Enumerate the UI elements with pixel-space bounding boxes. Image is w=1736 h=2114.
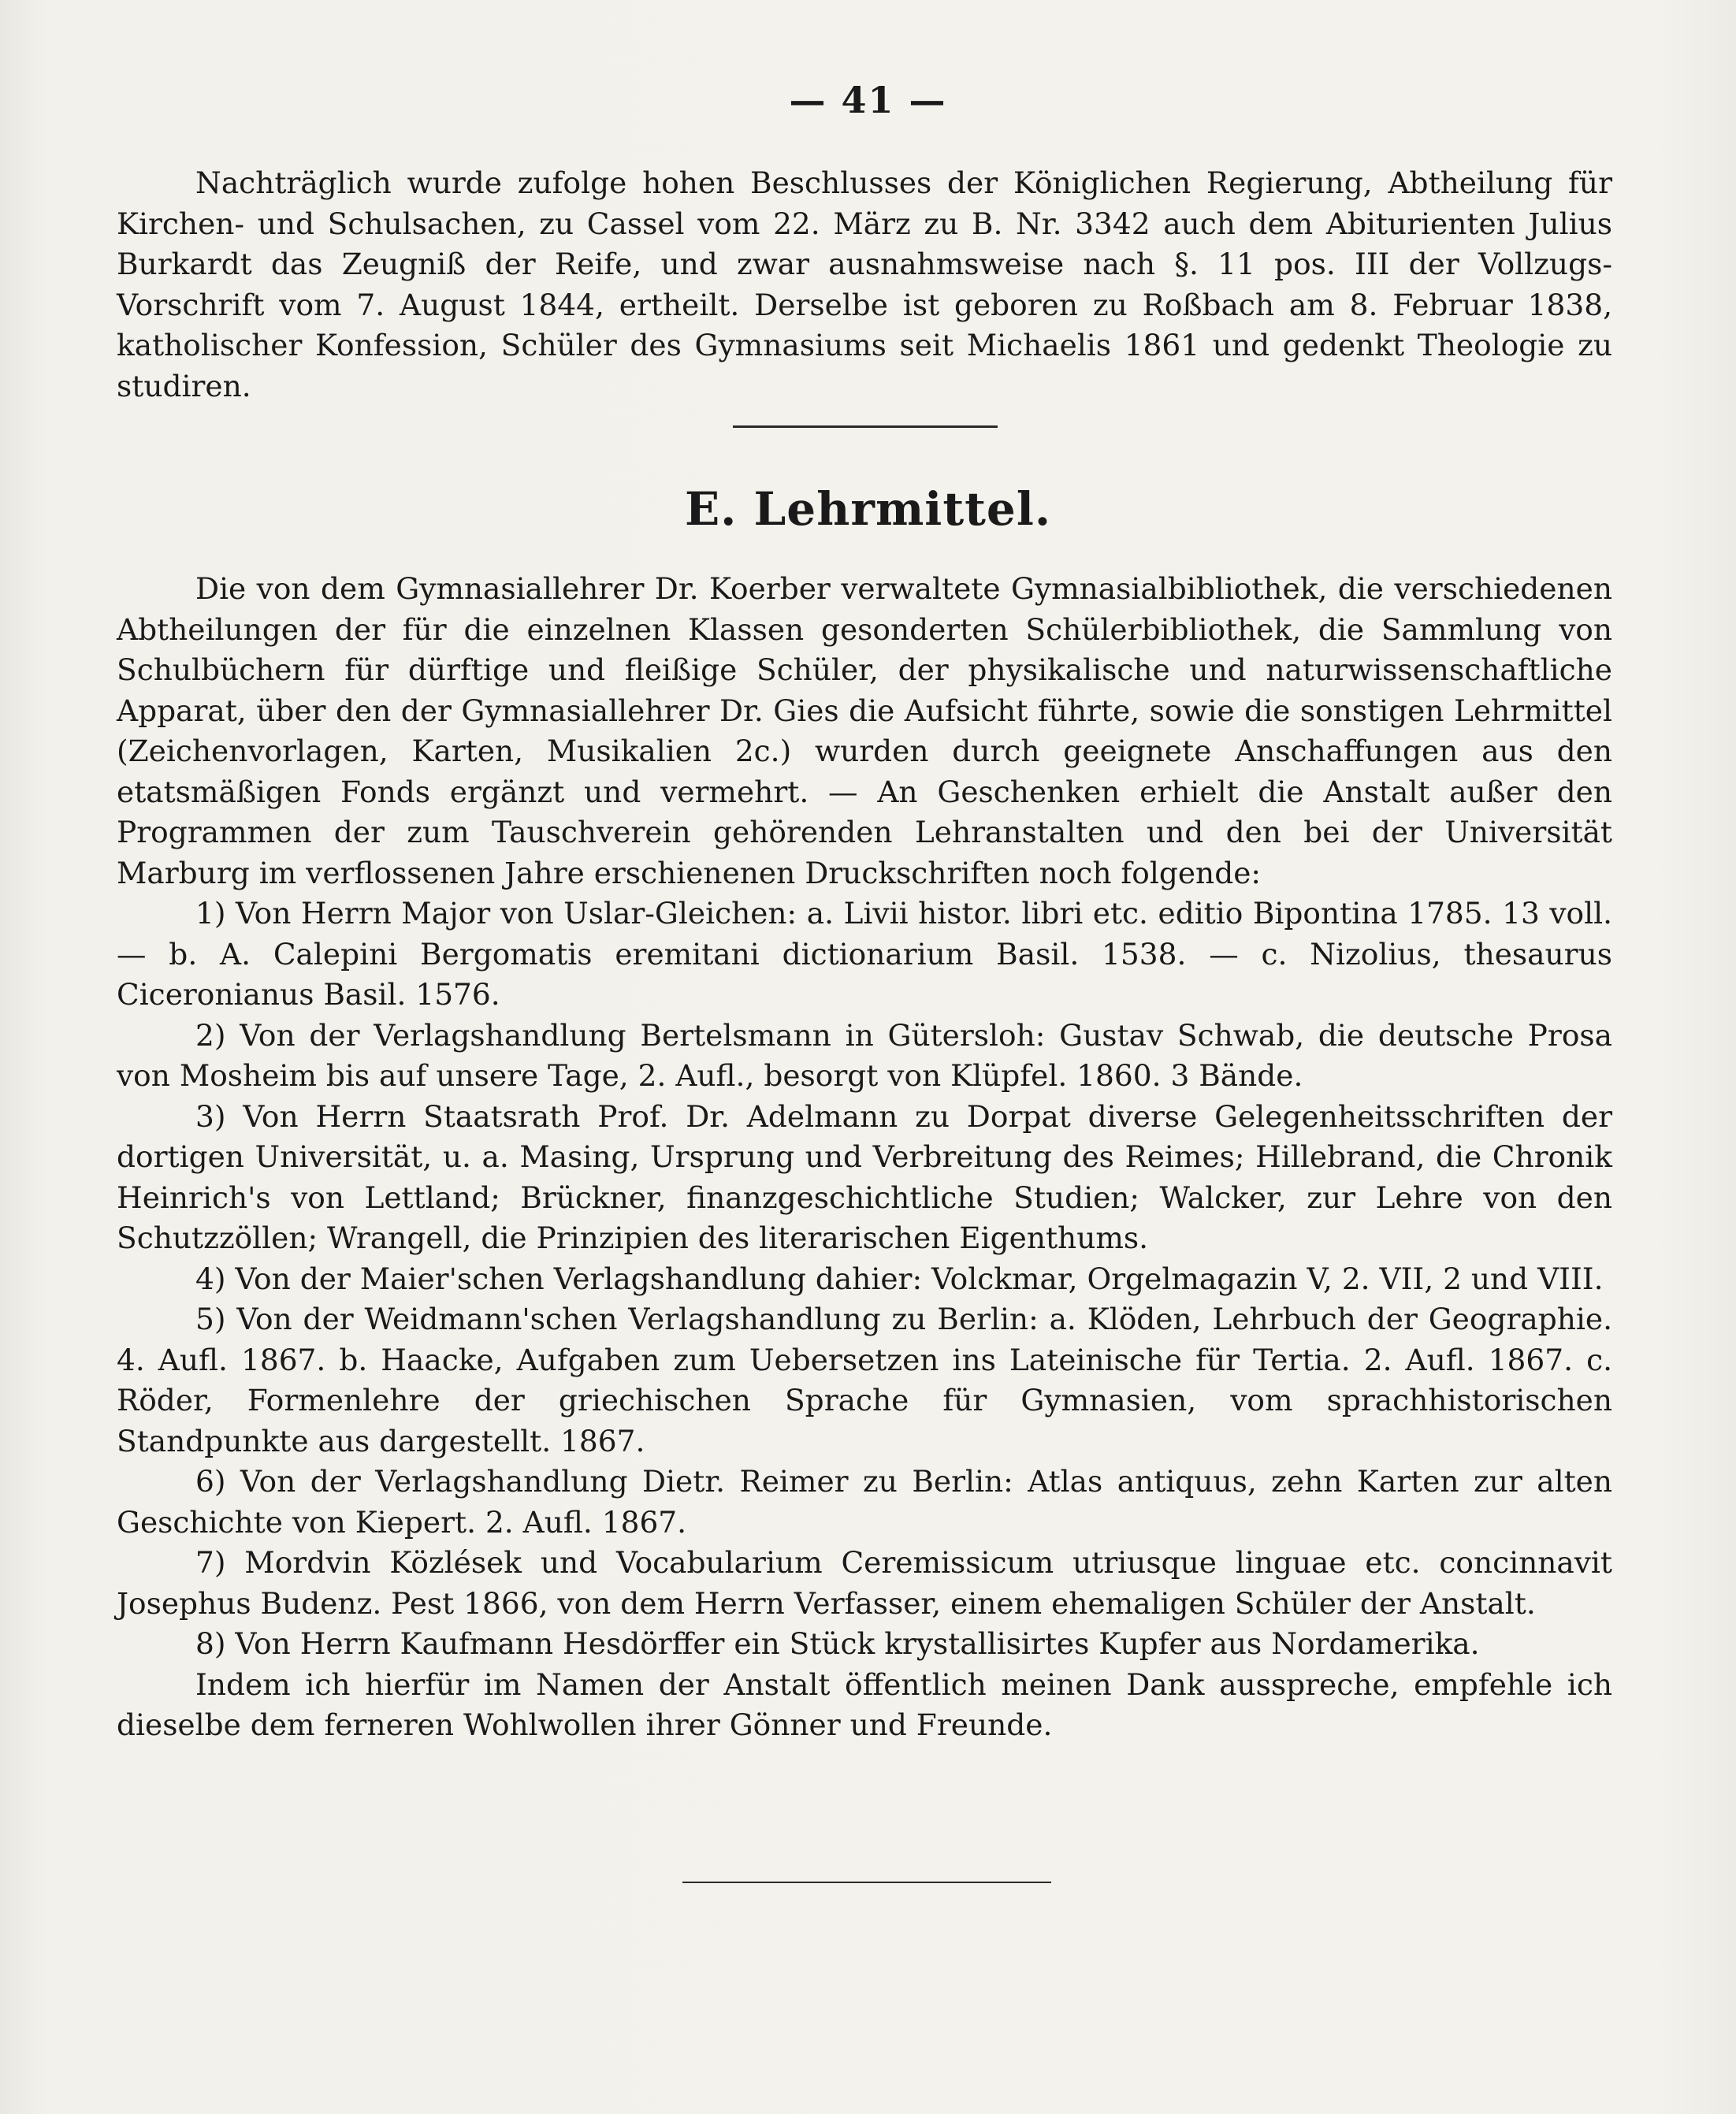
section-divider bbox=[733, 425, 998, 428]
list-item: 6) Von der Verlagshandlung Dietr. Reimer zu Berlin: Atlas antiquus, zehn Karten zur alten Geschichte von Kiepert. 2. Aufl. 1867. bbox=[117, 1464, 1612, 1540]
section-body bbox=[117, 569, 1612, 1746]
end-rule bbox=[682, 1882, 1051, 1883]
list-item: 8) Von Herrn Kaufmann Hesdörffer ein Stück krystallisirtes Kupfer aus Nordamerika. bbox=[195, 1626, 1480, 1661]
list-item: 5) Von der Weidmann'schen Verlagshandlung zu Berlin: a. Klöden, Lehrbuch der Geographie. 4. Aufl. 1867. b. Haacke, Aufgaben zum Uebersetzen ins Lateinische für Tertia. 2. Aufl. 1867. c. Röder, Formenlehre der griechischen Sprache für Gymnasien, vom sprachhistorischen Standpunkte aus dargestellt. 1867. bbox=[117, 1302, 1612, 1458]
closing-paragraph: Indem ich hierfür im Namen der Anstalt öffentlich meinen Dank ausspreche, empfehle ich dieselbe dem ferneren Wohlwollen ihrer Gönner und Freunde. bbox=[117, 1666, 1612, 1742]
intro-paragraph: Nachträglich wurde zufolge hohen Beschlusses der Königlichen Regierung, Abtheilung für Kirchen- und Schulsachen, zu Cassel vom 22. März zu B. Nr. 3342 auch dem Abiturienten Julius Burkardt das Zeugniß der Reife, und zwar ausnahmsweise nach §. 11 pos. III der Vollzugs-Vorschrift vom 7. August 1844, ertheilt. Derselbe ist geboren zu Roßbach am 8. Februar 1838, katholischer Konfession, Schüler des Gymnasiums seit Michaelis 1861 und gedenkt Theologie zu studiren. bbox=[117, 165, 1612, 403]
list-item: 1) Von Herrn Major von Uslar-Gleichen: a. Livii histor. libri etc. editio Bipontina 1785. 13 voll. — b. A. Calepini Bergomatis eremitani dictionarium Basil. 1538. — c. Nizolius, thesaurus Ciceronianus Basil. 1576. bbox=[117, 896, 1612, 1012]
list-item: 2) Von der Verlagshandlung Bertelsmann in Gütersloh: Gustav Schwab, die deutsche Prosa von Mosheim bis auf unsere Tage, 2. Aufl., besorgt von Klüpfel. 1860. 3 Bände. bbox=[117, 1017, 1612, 1093]
list-item: 7) Mordvin Közlések und Vocabularium Ceremissicum utriusque linguae etc. concinnavit Josephus Budenz. Pest 1866, von dem Herrn Verfasser, einem ehemaligen Schüler der Anstalt. bbox=[117, 1545, 1612, 1621]
section-heading: E. Lehrmittel. bbox=[684, 482, 1052, 536]
page-number: — 41 — bbox=[789, 79, 947, 121]
list-item: 4) Von der Maier'schen Verlagshandlung dahier: Volckmar, Orgelmagazin V, 2. VII, 2 und VIII. bbox=[195, 1261, 1604, 1296]
section-intro-paragraph: Die von dem Gymnasiallehrer Dr. Koerber verwaltete Gymnasialbibliothek, die verschiedenen Abtheilungen der für die einzelnen Klassen gesonderten Schülerbibliothek, die Sammlung von Schulbüchern für dürftige und fleißige Schüler, der physikalische und naturwissenschaftliche Apparat, über den der Gymnasiallehrer Dr. Gies die Aufsicht führte, sowie die sonstigen Lehrmittel (Zeichenvorlagen, Karten, Musikalien 2c.) wurden durch geeignete Anschaffungen aus den etatsmäßigen Fonds ergänzt und vermehrt. — An Geschenken erhielt die Anstalt außer den Programmen der zum Tauschverein gehörenden Lehranstalten und den bei der Universität Marburg im verflossenen Jahre erschienenen Druckschriften noch folgende: bbox=[117, 571, 1612, 890]
intro-block bbox=[117, 163, 1612, 407]
list-item: 3) Von Herrn Staatsrath Prof. Dr. Adelmann zu Dorpat diverse Gelegenheitsschriften der dortigen Universität, u. a. Masing, Ursprung und Verbreitung des Reimes; Hillebrand, die Chronik Heinrich's von Lettland; Brückner, finanzgeschichtliche Studien; Walcker, zur Lehre von den Schutzzöllen; Wrangell, die Prinzipien des literarischen Eigenthums. bbox=[117, 1098, 1612, 1255]
